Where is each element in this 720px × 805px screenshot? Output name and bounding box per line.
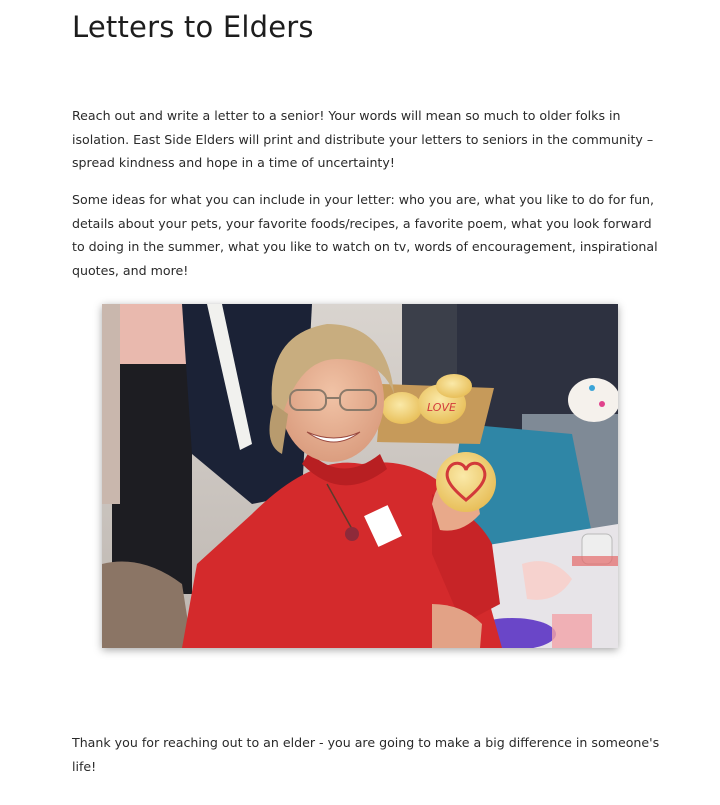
ideas-paragraph: Some ideas for what you can include in your letter: who you are, what you like to do for fun, details about your pets, your favorite foods/recipes, a favorite poem, what you look forward to doing in the summer, what you like to watch on tv, words of encouragement, inspirational quotes, and more! xyxy=(72,192,658,278)
closing-paragraph: Thank you for reaching out to an elder - you are going to make a big difference in someone's life! xyxy=(72,735,660,774)
page-title: Letters to Elders xyxy=(72,10,314,44)
tray-cookie-lettering: LOVE xyxy=(427,401,456,414)
intro-paragraph: Reach out and write a letter to a senior! Your words will mean so much to older folks in isolation. East Side Elders will print and distribute your letters to seniors in the community – spread kindness and hope in a time of uncertainty! xyxy=(72,108,654,170)
elder-holding-heart-cookie-photo xyxy=(102,304,618,648)
